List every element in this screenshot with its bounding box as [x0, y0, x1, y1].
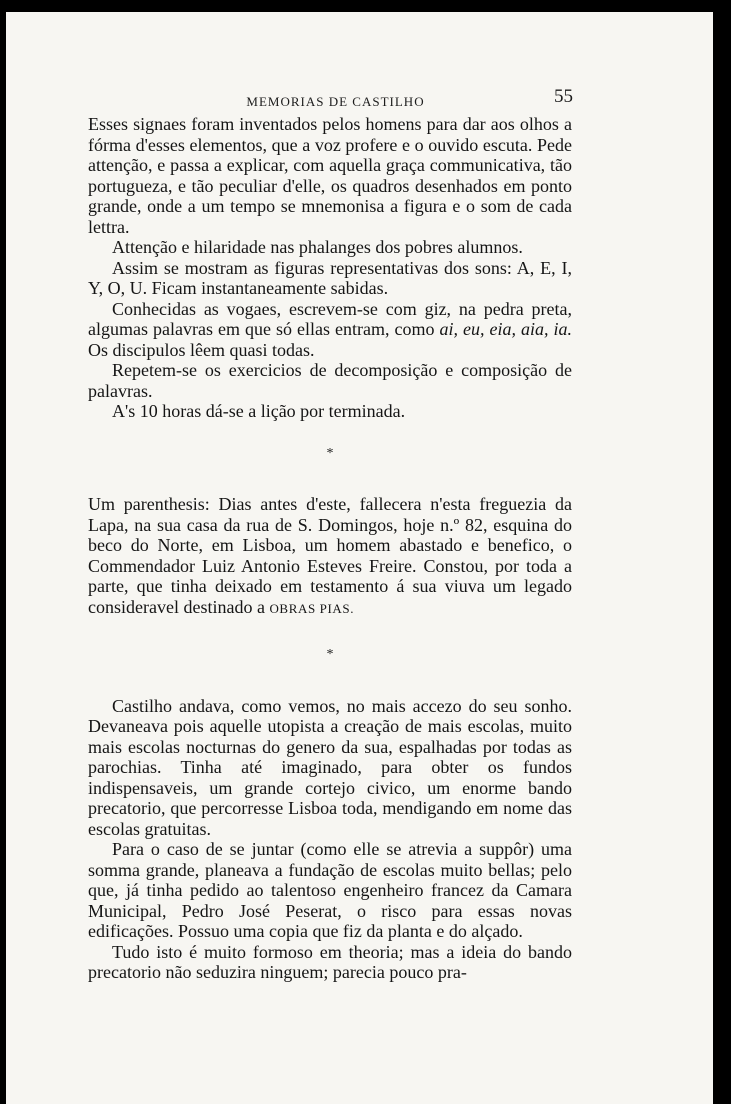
section-separator-asterisk: *: [326, 647, 334, 662]
paragraph-text: Conhecidas as vogaes, escrevem-se com giz, na pedra preta, algumas palavras em que só ellas entram, como: [88, 298, 572, 339]
section-separator-asterisk: *: [326, 445, 334, 461]
page-body: [88, 114, 572, 983]
paragraph-text: Um parenthesis: Dias antes d'este, fallecera n'esta freguezia da Lapa, na sua casa da rua de S. Domingos, hoje n.º 82, esquina do beco do Norte, em Lisboa, um homem abastado e benefico, o Commendador Luiz Antonio Esteves Freire. Constou, por toda a parte, que tinha deixado em testamento á sua viuva um legado consideravel destinado a: [88, 494, 572, 617]
page-number: 55: [554, 86, 573, 107]
italic-examples: ai, eu, eia, aia, ia.: [439, 319, 573, 339]
paragraph-attencao: Attenção e hilaridade nas phalanges dos pobres alumnos.: [112, 237, 523, 257]
paragraph-somma-grande: Para o caso de se juntar (como elle se atrevia a suppôr) uma somma grande, planeava a fundação de escolas muito bellas; pelo que, já tinha pedido ao talentoso engenheiro francez da Camara Municipal, Pedro José Peserat, o risco para essas novas edificações. Possuo uma copia que fiz da planta e do alçado.: [88, 839, 572, 941]
paragraph-repetem: Repetem-se os exercicios de decomposição e composição de palavras.: [88, 360, 572, 401]
paragraph-conhecidas-vogaes: [88, 299, 572, 361]
paragraph-text: Os discipulos lêem quasi todas.: [88, 339, 315, 360]
paragraph-vogaes-figuras: Assim se mostram as figuras representativas dos sons: A, E, I, Y, O, U. Ficam instantaneamente sabidas.: [88, 257, 572, 298]
page-header: [100, 88, 571, 112]
running-title: MEMORIAS DE CASTILHO: [246, 94, 425, 109]
paragraph-signaes: Esses signaes foram inventados pelos homens para dar aos olhos a fórma d'esses elementos, que a voz profere e o ouvido escuta. Pede attenção, e passa a explicar, com aquella graça communicativa, tão portugueza, e tão peculiar d'elle, os quadros desenhados em ponto grande, onde a um tempo se mnemonisa a figura e o som de cada lettra.: [88, 114, 572, 237]
paragraph-theoria: Tudo isto é muito formoso em theoria; mas a ideia do bando precatorio não seduzira ninguem; parecia pouco pra-: [88, 941, 572, 982]
paragraph-parenthesis: [88, 494, 572, 619]
paragraph-castilho-sonho: Castilho andava, como vemos, no mais accezo do seu sonho. Devaneava pois aquelle utopista a creação de mais escolas, muito mais escolas nocturnas do genero da sua, espalhadas por todas as parochias. Tinha até imaginado, para obter os fundos indispensaveis, um grande cortejo civico, um enorme bando precatorio, que percorresse Lisboa toda, mendigando em nome das escolas gratuitas.: [88, 695, 572, 839]
paragraph-dez-horas: A's 10 horas dá-se a lição por terminada.: [112, 401, 406, 421]
smallcaps-obras-pias: OBRAS PIAS.: [269, 600, 355, 616]
